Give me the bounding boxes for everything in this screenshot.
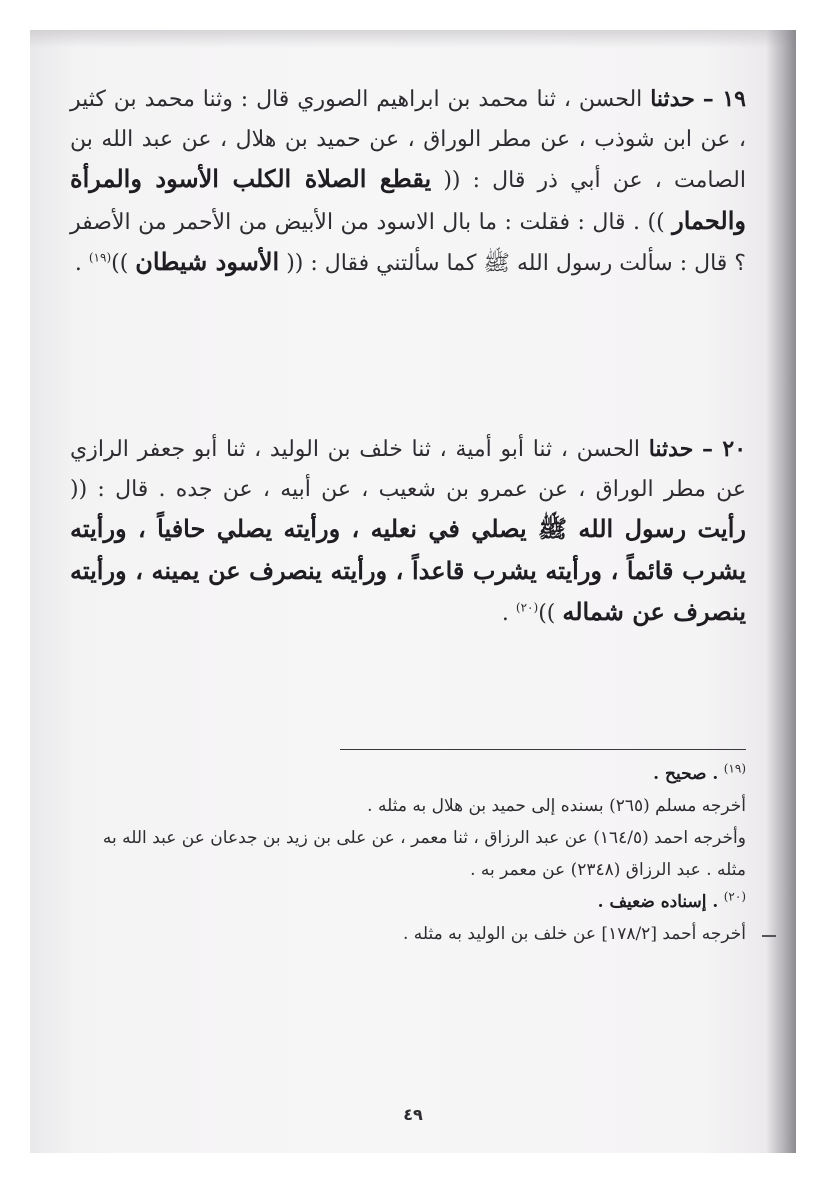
hadith-chain-text: الحسن ، ثنا محمد بن ابراهيم الصوري قال : وثنا محمد بن كثير ، عن ابن شوذب ، عن مطر الوراق ، عن حميد بن هلال ، عن عبد الله بن الصامت ، عن أبي ذر قال : (( — [70, 87, 746, 193]
hadith-20-paragraph — [70, 430, 746, 634]
footnote-reference: (١٩) — [88, 250, 112, 265]
footnote-20-heading — [70, 886, 746, 918]
hadith-lead-word: حدثنا — [648, 436, 694, 462]
sentence-end: . — [501, 601, 509, 626]
page-number: ٤٩ — [403, 1105, 423, 1124]
hadith-number: ٢٠ – — [702, 436, 747, 462]
footnote-20-line: أخرجه أحمد [١٧٨/٢] عن خلف بن الوليد به مثله . — [402, 924, 746, 944]
hadith-chain-text: الحسن ، ثنا أبو أمية ، ثنا خلف بن الوليد ، ثنا أبو جعفر الرازي عن مطر الوراق ، عن عمرو بن شعيب ، عن أبيه ، عن جده . قال : (( — [70, 437, 746, 502]
footnote-separator-line — [340, 749, 746, 750]
footnote-number: (١٩) — [723, 761, 746, 776]
footnote-grade: . صحيح . — [653, 764, 719, 784]
footnote-reference: (٢٠) — [515, 600, 539, 615]
footnotes — [70, 758, 746, 950]
hadith-quote: الأسود شيطان — [135, 247, 280, 276]
hadith-chain-text: )) . قال : فقلت : ما بال الاسود من الأبيض من الأحمر من الأصفر ؟ قال : سألت رسول الله ﷺ كما سألتني فقال : (( — [70, 209, 746, 276]
hadith-number: ١٩ – — [702, 86, 746, 112]
hadith-quote-close: )) — [538, 601, 556, 626]
hadith-20 — [70, 430, 746, 634]
footnote-19-line: أخرجه مسلم (٢٦٥) بسنده إلى حميد بن هلال به مثله . — [367, 796, 746, 816]
sentence-end: . — [74, 251, 82, 276]
footnote-19-heading — [70, 758, 746, 790]
footnote-19-line: وأخرجه احمد (١٦٤/٥) عن عبد الرزاق ، ثنا معمر ، عن على بن زيد بن جدعان عن عبد الله به مثله . عبد الرزاق (٢٣٤٨) عن معمر به . — [102, 828, 746, 880]
hadith-lead-word: حدثنا — [650, 86, 695, 112]
hadith-19 — [70, 80, 746, 284]
page-top-shadow — [30, 30, 796, 48]
hadith-quote: يقطع الصلاة الكلب الأسود والمرأة والحمار — [70, 164, 746, 235]
page-spine-shadow — [766, 30, 796, 1153]
footnote-number: (٢٠) — [723, 889, 746, 904]
footnote-grade: . إسناده ضعيف . — [597, 892, 719, 912]
book-page — [30, 30, 796, 1153]
hadith-quote-close: )) — [111, 251, 129, 276]
margin-mark — [762, 935, 776, 937]
hadith-quote: رأيت رسول الله ﷺ يصلي في نعليه ، ورأيته يصلي حافياً ، ورأيته يشرب قائماً ، ورأيته يشرب قاعداً ، ورأيته ينصرف عن يمينه ، ورأيته ينصرف عن شماله — [70, 514, 746, 626]
hadith-19-paragraph — [70, 80, 746, 284]
